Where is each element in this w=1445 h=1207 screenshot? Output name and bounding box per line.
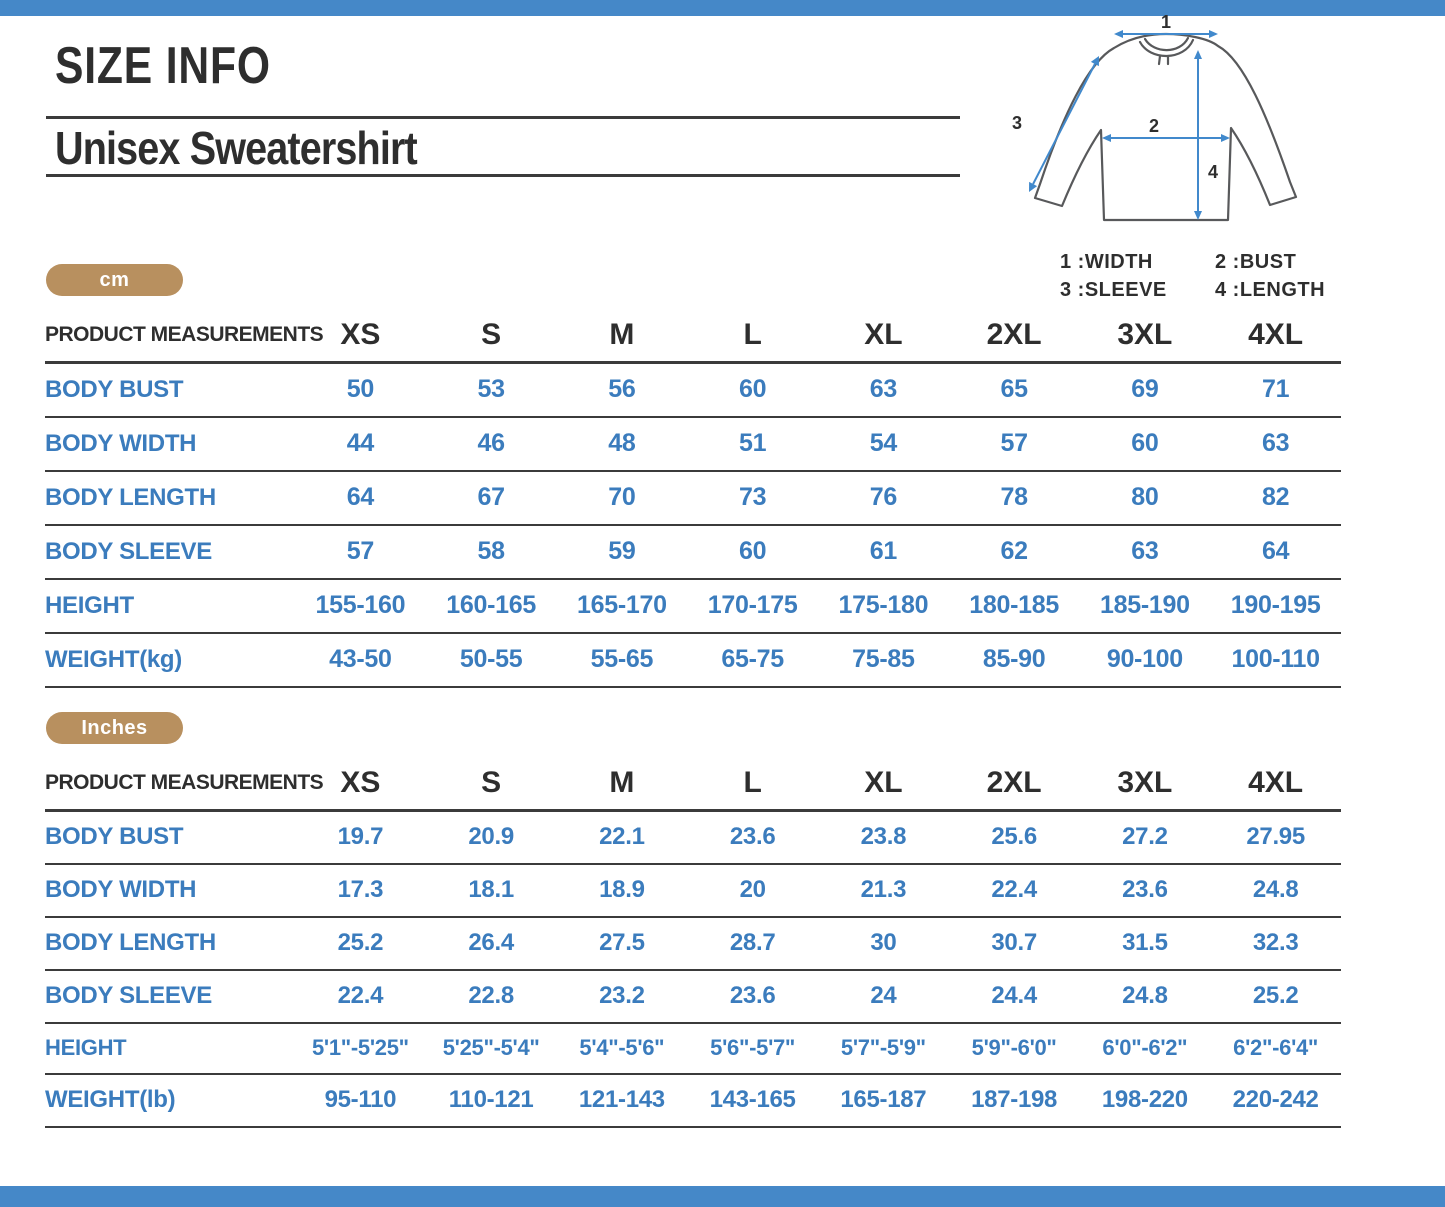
value-cell: 57 bbox=[949, 417, 1080, 471]
row-label: BODY BUST bbox=[45, 363, 295, 418]
size-header-xs: XS bbox=[295, 760, 426, 811]
value-cell: 25.2 bbox=[1210, 970, 1341, 1023]
size-header-xl: XL bbox=[818, 312, 949, 363]
table-row bbox=[45, 525, 1341, 579]
sweatshirt-diagram-icon bbox=[1002, 14, 1342, 242]
value-cell: 55-65 bbox=[557, 633, 688, 687]
value-cell: 5'7"-5'9" bbox=[818, 1023, 949, 1074]
measurements-column-header: PRODUCT MEASUREMENTS bbox=[45, 760, 295, 811]
value-cell: 48 bbox=[557, 417, 688, 471]
value-cell: 50 bbox=[295, 363, 426, 418]
value-cell: 60 bbox=[687, 525, 818, 579]
row-label: BODY LENGTH bbox=[45, 471, 295, 525]
value-cell: 22.4 bbox=[949, 864, 1080, 917]
legend-item-sleeve: 3 :SLEEVE bbox=[1060, 279, 1167, 301]
value-cell: 24.8 bbox=[1210, 864, 1341, 917]
table-row bbox=[45, 970, 1341, 1023]
size-header-l: L bbox=[687, 312, 818, 363]
value-cell: 5'9"-6'0" bbox=[949, 1023, 1080, 1074]
value-cell: 28.7 bbox=[687, 917, 818, 970]
table-row bbox=[45, 363, 1341, 418]
diagram-legend bbox=[1060, 251, 1402, 302]
row-label: HEIGHT bbox=[45, 1023, 295, 1074]
value-cell: 82 bbox=[1210, 471, 1341, 525]
value-cell: 20 bbox=[687, 864, 818, 917]
value-cell: 54 bbox=[818, 417, 949, 471]
value-cell: 155-160 bbox=[295, 579, 426, 633]
value-cell: 5'6"-5'7" bbox=[687, 1023, 818, 1074]
table-row bbox=[45, 471, 1341, 525]
value-cell: 23.8 bbox=[818, 811, 949, 865]
size-header-xl: XL bbox=[818, 760, 949, 811]
row-label: BODY SLEEVE bbox=[45, 525, 295, 579]
size-header-2xl: 2XL bbox=[949, 312, 1080, 363]
value-cell: 61 bbox=[818, 525, 949, 579]
bottom-accent-bar bbox=[0, 1186, 1445, 1207]
value-cell: 5'1"-5'25" bbox=[295, 1023, 426, 1074]
row-label: WEIGHT(lb) bbox=[45, 1074, 295, 1127]
value-cell: 143-165 bbox=[687, 1074, 818, 1127]
value-cell: 69 bbox=[1080, 363, 1211, 418]
product-title: Unisex Sweatershirt bbox=[55, 122, 417, 174]
row-label: HEIGHT bbox=[45, 579, 295, 633]
value-cell: 64 bbox=[295, 471, 426, 525]
value-cell: 32.3 bbox=[1210, 917, 1341, 970]
arrow-head bbox=[1209, 30, 1218, 38]
value-cell: 180-185 bbox=[949, 579, 1080, 633]
legend-item-width: 1 :WIDTH bbox=[1060, 251, 1153, 273]
value-cell: 26.4 bbox=[426, 917, 557, 970]
table-row bbox=[45, 917, 1341, 970]
value-cell: 59 bbox=[557, 525, 688, 579]
size-header-3xl: 3XL bbox=[1080, 312, 1211, 363]
value-cell: 185-190 bbox=[1080, 579, 1211, 633]
measurements-column-header: PRODUCT MEASUREMENTS bbox=[45, 312, 295, 363]
value-cell: 121-143 bbox=[557, 1074, 688, 1127]
table-row bbox=[45, 1074, 1341, 1127]
value-cell: 220-242 bbox=[1210, 1074, 1341, 1127]
value-cell: 27.95 bbox=[1210, 811, 1341, 865]
table-row bbox=[45, 417, 1341, 471]
value-cell: 24.8 bbox=[1080, 970, 1211, 1023]
size-header-l: L bbox=[687, 760, 818, 811]
arrow-head bbox=[1114, 30, 1123, 38]
value-cell: 65 bbox=[949, 363, 1080, 418]
row-label: BODY SLEEVE bbox=[45, 970, 295, 1023]
value-cell: 165-170 bbox=[557, 579, 688, 633]
value-cell: 31.5 bbox=[1080, 917, 1211, 970]
value-cell: 19.7 bbox=[295, 811, 426, 865]
value-cell: 23.6 bbox=[687, 811, 818, 865]
arrow-label-4: 4 bbox=[1208, 162, 1219, 182]
value-cell: 73 bbox=[687, 471, 818, 525]
value-cell: 25.2 bbox=[295, 917, 426, 970]
value-cell: 60 bbox=[687, 363, 818, 418]
row-label: BODY LENGTH bbox=[45, 917, 295, 970]
value-cell: 57 bbox=[295, 525, 426, 579]
legend-item-bust: 2 :BUST bbox=[1215, 251, 1297, 273]
value-cell: 51 bbox=[687, 417, 818, 471]
value-cell: 95-110 bbox=[295, 1074, 426, 1127]
value-cell: 63 bbox=[818, 363, 949, 418]
table-row bbox=[45, 864, 1341, 917]
value-cell: 175-180 bbox=[818, 579, 949, 633]
value-cell: 65-75 bbox=[687, 633, 818, 687]
arrow-label-2: 2 bbox=[1148, 116, 1160, 136]
value-cell: 20.9 bbox=[426, 811, 557, 865]
divider-line bbox=[46, 174, 960, 177]
value-cell: 18.1 bbox=[426, 864, 557, 917]
value-cell: 6'0"-6'2" bbox=[1080, 1023, 1211, 1074]
value-cell: 58 bbox=[426, 525, 557, 579]
value-cell: 22.4 bbox=[295, 970, 426, 1023]
value-cell: 22.8 bbox=[426, 970, 557, 1023]
value-cell: 24.4 bbox=[949, 970, 1080, 1023]
value-cell: 90-100 bbox=[1080, 633, 1211, 687]
size-header-2xl: 2XL bbox=[949, 760, 1080, 811]
value-cell: 23.6 bbox=[687, 970, 818, 1023]
row-label: BODY WIDTH bbox=[45, 417, 295, 471]
value-cell: 6'2"-6'4" bbox=[1210, 1023, 1341, 1074]
value-cell: 63 bbox=[1210, 417, 1341, 471]
size-header-m: M bbox=[557, 312, 688, 363]
value-cell: 165-187 bbox=[818, 1074, 949, 1127]
value-cell: 78 bbox=[949, 471, 1080, 525]
value-cell: 71 bbox=[1210, 363, 1341, 418]
row-label: BODY WIDTH bbox=[45, 864, 295, 917]
value-cell: 5'4"-5'6" bbox=[557, 1023, 688, 1074]
value-cell: 70 bbox=[557, 471, 688, 525]
value-cell: 198-220 bbox=[1080, 1074, 1211, 1127]
page-title: SIZE INFO bbox=[55, 37, 271, 95]
value-cell: 18.9 bbox=[557, 864, 688, 917]
value-cell: 50-55 bbox=[426, 633, 557, 687]
value-cell: 64 bbox=[1210, 525, 1341, 579]
value-cell: 46 bbox=[426, 417, 557, 471]
value-cell: 30 bbox=[818, 917, 949, 970]
value-cell: 85-90 bbox=[949, 633, 1080, 687]
size-table-inches bbox=[45, 760, 1341, 1128]
value-cell: 170-175 bbox=[687, 579, 818, 633]
sweatshirt-outline bbox=[1035, 34, 1296, 220]
value-cell: 44 bbox=[295, 417, 426, 471]
value-cell: 17.3 bbox=[295, 864, 426, 917]
table-row bbox=[45, 811, 1341, 865]
size-header-3xl: 3XL bbox=[1080, 760, 1211, 811]
value-cell: 62 bbox=[949, 525, 1080, 579]
sweatshirt-measure-diagram bbox=[1002, 14, 1402, 302]
arrow-label-1: 1 bbox=[1160, 14, 1172, 32]
value-cell: 23.6 bbox=[1080, 864, 1211, 917]
value-cell: 67 bbox=[426, 471, 557, 525]
value-cell: 110-121 bbox=[426, 1074, 557, 1127]
value-cell: 27.5 bbox=[557, 917, 688, 970]
value-cell: 100-110 bbox=[1210, 633, 1341, 687]
value-cell: 21.3 bbox=[818, 864, 949, 917]
value-cell: 80 bbox=[1080, 471, 1211, 525]
value-cell: 5'25"-5'4" bbox=[426, 1023, 557, 1074]
value-cell: 22.1 bbox=[557, 811, 688, 865]
value-cell: 43-50 bbox=[295, 633, 426, 687]
value-cell: 56 bbox=[557, 363, 688, 418]
value-cell: 75-85 bbox=[818, 633, 949, 687]
unit-badge-cm: cm bbox=[46, 264, 183, 296]
value-cell: 187-198 bbox=[949, 1074, 1080, 1127]
arrow-label-3: 3 bbox=[1011, 113, 1023, 133]
value-cell: 25.6 bbox=[949, 811, 1080, 865]
size-header-s: S bbox=[426, 760, 557, 811]
table-row bbox=[45, 633, 1341, 687]
table-row bbox=[45, 579, 1341, 633]
row-label: BODY BUST bbox=[45, 811, 295, 865]
size-header-s: S bbox=[426, 312, 557, 363]
value-cell: 23.2 bbox=[557, 970, 688, 1023]
legend-item-length: 4 :LENGTH bbox=[1215, 279, 1326, 301]
unit-badge-inches: Inches bbox=[46, 712, 183, 744]
row-label: WEIGHT(kg) bbox=[45, 633, 295, 687]
value-cell: 27.2 bbox=[1080, 811, 1211, 865]
value-cell: 63 bbox=[1080, 525, 1211, 579]
size-table-cm bbox=[45, 312, 1341, 688]
table-row bbox=[45, 1023, 1341, 1074]
size-header-m: M bbox=[557, 760, 688, 811]
value-cell: 60 bbox=[1080, 417, 1211, 471]
size-header-4xl: 4XL bbox=[1210, 760, 1341, 811]
value-cell: 53 bbox=[426, 363, 557, 418]
size-header-4xl: 4XL bbox=[1210, 312, 1341, 363]
size-header-xs: XS bbox=[295, 312, 426, 363]
value-cell: 30.7 bbox=[949, 917, 1080, 970]
value-cell: 190-195 bbox=[1210, 579, 1341, 633]
divider-line bbox=[46, 116, 960, 119]
value-cell: 76 bbox=[818, 471, 949, 525]
value-cell: 24 bbox=[818, 970, 949, 1023]
value-cell: 160-165 bbox=[426, 579, 557, 633]
